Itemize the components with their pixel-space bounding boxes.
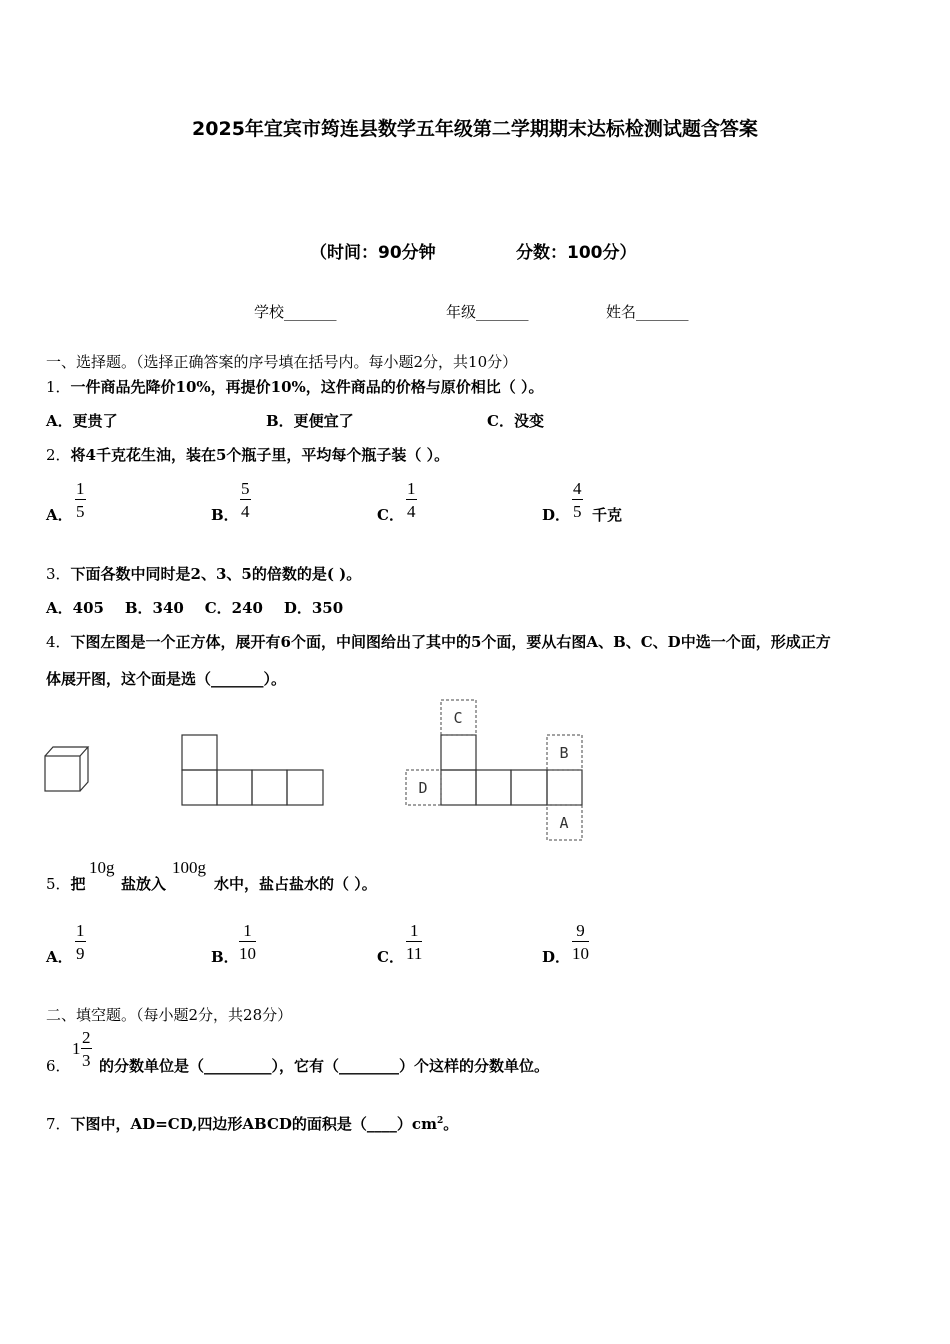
q1-text: 一件商品先降价10%，再提价10%，这件商品的价格与原价相比（ ）。 <box>70 378 544 396</box>
q4-text-line2: 体展开图，这个面是选（_______）。 <box>46 670 287 688</box>
q2-option-b-fraction <box>240 479 251 521</box>
q3-text: 下面各数中同时是2、3、5的倍数的是( )。 <box>70 565 362 583</box>
q4-text-line1: 下图左图是一个正方体，展开有6个面，中间图给出了其中的5个面，要从右图A、B、C、D中选一个面，形成正方 <box>70 633 831 651</box>
q5-option-d-label: D． <box>542 948 571 966</box>
fraction-numerator: 1 <box>406 921 422 942</box>
q6-number: 6． <box>46 1057 71 1075</box>
fraction-numerator: 1 <box>76 479 85 498</box>
q5-option-a-label: A． <box>46 948 73 966</box>
q7-stem <box>46 1113 458 1134</box>
q5-option-c-fraction <box>406 921 422 963</box>
fraction-numerator: 4 <box>573 479 582 498</box>
q2-option-a-label: A． <box>46 506 73 524</box>
fraction-numerator: 1 <box>239 921 256 942</box>
section1-heading: 一、选择题。（选择正确答案的序号填在括号内。每小题2分，共10分） <box>46 353 518 371</box>
q2-text: 将4千克花生油，装在5个瓶子里，平均每个瓶子装（ ）。 <box>70 446 450 464</box>
face-label-d: D <box>418 779 428 797</box>
exam-score: 分数：100分） <box>516 243 637 263</box>
q1-option-a: A．更贵了 <box>46 412 118 430</box>
q2-option-d-label: D． <box>542 506 571 524</box>
fraction-denominator: 4 <box>407 502 416 521</box>
q6-text: 的分数单位是（_________），它有（________）个这样的分数单位。 <box>99 1057 550 1075</box>
q5-option-a-fraction <box>75 921 86 963</box>
cube-drawing <box>45 747 88 791</box>
q5-number: 5． <box>46 875 71 893</box>
q7-text: 下图中，AD=CD,四边形ABCD的面积是（____）cm <box>70 1115 437 1133</box>
face-label-c: C <box>453 709 463 727</box>
q5-stem-start <box>46 873 86 894</box>
fraction-numerator: 2 <box>82 1028 91 1047</box>
fraction-denominator: 9 <box>76 944 85 963</box>
q4-number: 4． <box>46 633 71 651</box>
q2-stem <box>46 444 449 465</box>
q2-option-a-fraction <box>75 479 86 521</box>
q5-option-c-label: C． <box>377 948 404 966</box>
q6-whole-part: 1 <box>72 1039 81 1058</box>
fraction-numerator: 1 <box>76 921 85 940</box>
fraction-denominator: 5 <box>76 502 85 521</box>
school-field: 学校_______ <box>254 303 337 321</box>
q5-option-b-fraction <box>239 921 256 963</box>
fraction-denominator: 5 <box>573 502 582 521</box>
fraction-denominator: 3 <box>82 1051 91 1070</box>
q7-number: 7． <box>46 1115 71 1133</box>
face-label-a: A <box>559 814 569 832</box>
name-field: 姓名_______ <box>606 303 689 321</box>
grade-field: 年级_______ <box>446 303 529 321</box>
q7-end: 。 <box>443 1115 459 1133</box>
q1-stem <box>46 376 544 397</box>
q5-middle: 盐放入 <box>121 875 167 893</box>
q4-stem <box>46 631 831 652</box>
q1-option-c: C．没变 <box>487 412 544 430</box>
q5-option-d-fraction <box>572 921 589 963</box>
page-title: 2025年宜宾市筠连县数学五年级第二学期期末达标检测试题含答案 <box>192 118 758 140</box>
exam-time: （时间：90分钟 <box>310 243 436 263</box>
fraction-numerator: 1 <box>407 479 416 498</box>
q3-number: 3． <box>46 565 71 583</box>
q2-option-d-unit: 千克 <box>592 506 623 524</box>
q4-cube-net-figure <box>0 690 620 850</box>
q6-fraction-part <box>81 1028 92 1070</box>
fraction-numerator: 9 <box>572 921 589 942</box>
q7-superscript: 2 <box>436 1116 444 1126</box>
fraction-denominator: 4 <box>241 502 250 521</box>
q2-number: 2． <box>46 446 71 464</box>
q2-option-d-fraction <box>572 479 583 521</box>
q1-number: 1． <box>46 378 71 396</box>
q3-options: A．405 B．340 C．240 D．350 <box>46 599 344 617</box>
q5-amount-salt: 10g <box>89 858 115 877</box>
fraction-denominator: 11 <box>406 944 423 963</box>
q5-option-b-label: B． <box>211 948 239 966</box>
q2-option-b-label: B． <box>211 506 239 524</box>
q1-option-b: B．更便宜了 <box>266 412 354 430</box>
q5-suffix: 水中，盐占盐水的（ ）。 <box>214 875 377 893</box>
fraction-numerator: 5 <box>241 479 250 498</box>
q2-option-c-fraction <box>406 479 417 521</box>
fraction-denominator: 10 <box>572 944 589 963</box>
q3-stem <box>46 563 361 584</box>
face-label-b: B <box>559 744 569 762</box>
fraction-denominator: 10 <box>239 944 256 963</box>
partial-net-drawing <box>182 735 323 805</box>
section2-heading: 二、填空题。（每小题2分，共28分） <box>46 1006 293 1024</box>
q5-amount-water: 100g <box>172 858 206 877</box>
q2-option-c-label: C． <box>377 506 404 524</box>
q5-prefix: 把 <box>70 875 86 893</box>
